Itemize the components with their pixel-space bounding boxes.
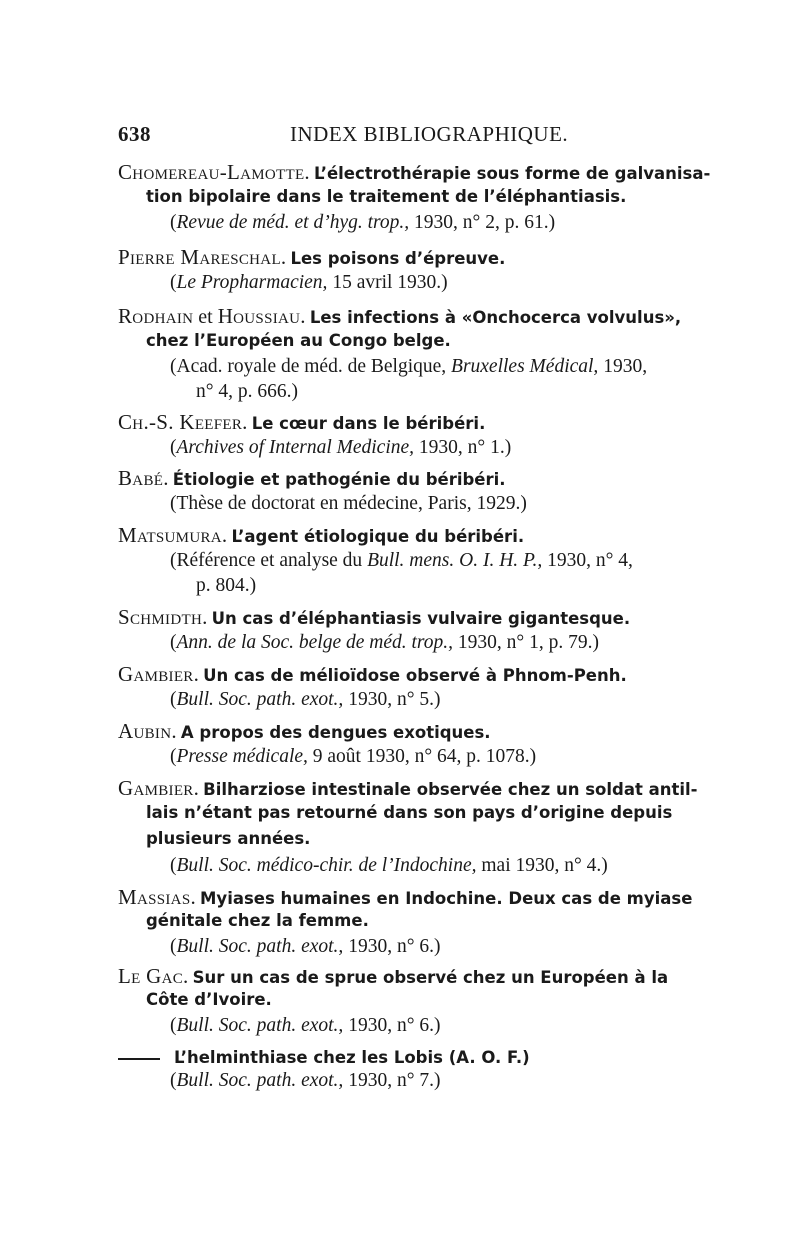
entry-title: Myiases humaines en Indochine. Deux cas de myiase <box>200 889 693 908</box>
entry-source: (Bull. Soc. path. exot., 1930, n° 6.) <box>170 1015 441 1036</box>
entry-source-continuation: p. 804.) <box>196 575 257 596</box>
entry-line <box>118 523 524 548</box>
entry-line <box>118 662 627 687</box>
entry-source: (Archives of Internal Medicine, 1930, n° 1.) <box>170 437 512 458</box>
entry-title: Les poisons d’épreuve. <box>290 249 506 268</box>
entry-title: Étiologie et pathogénie du béribéri. <box>172 470 506 489</box>
entry-source: (Thèse de doctorat en médecine, Paris, 1929.) <box>170 493 527 514</box>
entry-author: Schmidth. <box>118 605 208 629</box>
entry-source: (Bull. Soc. path. exot., 1930, n° 5.) <box>170 689 441 710</box>
page-header <box>118 122 718 152</box>
entry-title-continuation: Côte d’Ivoire. <box>146 990 272 1009</box>
entry-title: L’helminthiase chez les Lobis (A. O. F.) <box>174 1048 530 1067</box>
entry-source: (Ann. de la Soc. belge de méd. trop., 1930, n° 1, p. 79.) <box>170 632 599 653</box>
entry-author: Aubin. <box>118 719 177 743</box>
entry-title: L’électrothérapie sous forme de galvanisa- <box>313 164 711 183</box>
entry-title: A propos des dengues exotiques. <box>180 723 491 742</box>
entry-source: (Bull. Soc. path. exot., 1930, n° 6.) <box>170 936 441 957</box>
entry-source: (Bull. Soc. path. exot., 1930, n° 7.) <box>170 1070 441 1091</box>
entry-title: Un cas d’éléphantiasis vulvaire gigantesque. <box>211 609 631 628</box>
entry-title: Bilharziose intestinale observée chez un soldat antil- <box>203 780 698 799</box>
entry-author: Chomereau-Lamotte. <box>118 160 310 184</box>
entry-author: Babé. <box>118 466 169 490</box>
entry-source: (Acad. royale de méd. de Belgique, Bruxelles Médical, 1930, <box>170 356 648 377</box>
entry-line <box>118 605 630 630</box>
entry-title: Le cœur dans le béribéri. <box>251 414 486 433</box>
entry-line <box>118 245 505 270</box>
entry-title-continuation: tion bipolaire dans le traitement de l’éléphantiasis. <box>146 187 627 206</box>
entry-title: Sur un cas de sprue observé chez un Européen à la <box>192 968 669 987</box>
entry-line <box>118 1044 530 1069</box>
entry-source: (Bull. Soc. médico-chir. de l’Indochine, mai 1930, n° 4.) <box>170 855 608 876</box>
entry-author: Ch.-S. Keefer. <box>118 410 248 434</box>
entry-source-continuation: n° 4, p. 666.) <box>196 381 299 402</box>
entry-source: (Le Propharmacien, 15 avril 1930.) <box>170 272 448 293</box>
entry-source: (Référence et analyse du Bull. mens. O. I. H. P., 1930, n° 4, <box>170 550 633 571</box>
entry-author: Houssiau. <box>217 304 306 328</box>
entry-author: Pierre Mareschal. <box>118 245 287 269</box>
entry-line <box>118 964 668 989</box>
running-title: INDEX BIBLIOGRAPHIQUE. <box>290 122 569 146</box>
entry-title-continuation: lais n’étant pas retourné dans son pays d’origine depuis <box>146 803 673 822</box>
page-number: 638 <box>118 122 151 146</box>
entry-line <box>118 719 491 744</box>
entry-author: Le Gac. <box>118 964 189 988</box>
entry-source: (Presse médicale, 9 août 1930, n° 64, p. 1078.) <box>170 746 537 767</box>
entry-line: Rodhain et Houssiau. Les infections à «Onchocerca volvulus», <box>118 304 682 328</box>
entry-line <box>118 466 506 491</box>
entry-author: Gambier. <box>118 662 200 686</box>
entry-title-continuation: plusieurs années. <box>146 829 311 848</box>
entry-title-continuation: génitale chez la femme. <box>146 911 369 930</box>
entry-author: Rodhain <box>118 304 194 328</box>
entry-title-continuation: chez l’Européen au Congo belge. <box>146 331 451 350</box>
entry-line <box>118 410 485 435</box>
entry-line <box>118 160 710 185</box>
entry-line <box>118 885 692 910</box>
entry-source: (Revue de méd. et d’hyg. trop., 1930, n° 2, p. 61.) <box>170 212 556 233</box>
entry-author: Massias. <box>118 885 197 909</box>
entry-title: Un cas de mélioïdose observé à Phnom-Penh. <box>203 666 627 685</box>
entry-title: L’agent étiologique du béribéri. <box>231 527 525 546</box>
entry-line <box>118 776 698 801</box>
entry-title: Les infections à «Onchocerca volvulus», <box>309 308 682 327</box>
entry-author: Matsumura. <box>118 523 228 547</box>
ditto-dash <box>118 1058 160 1060</box>
entry-author: Gambier. <box>118 776 200 800</box>
